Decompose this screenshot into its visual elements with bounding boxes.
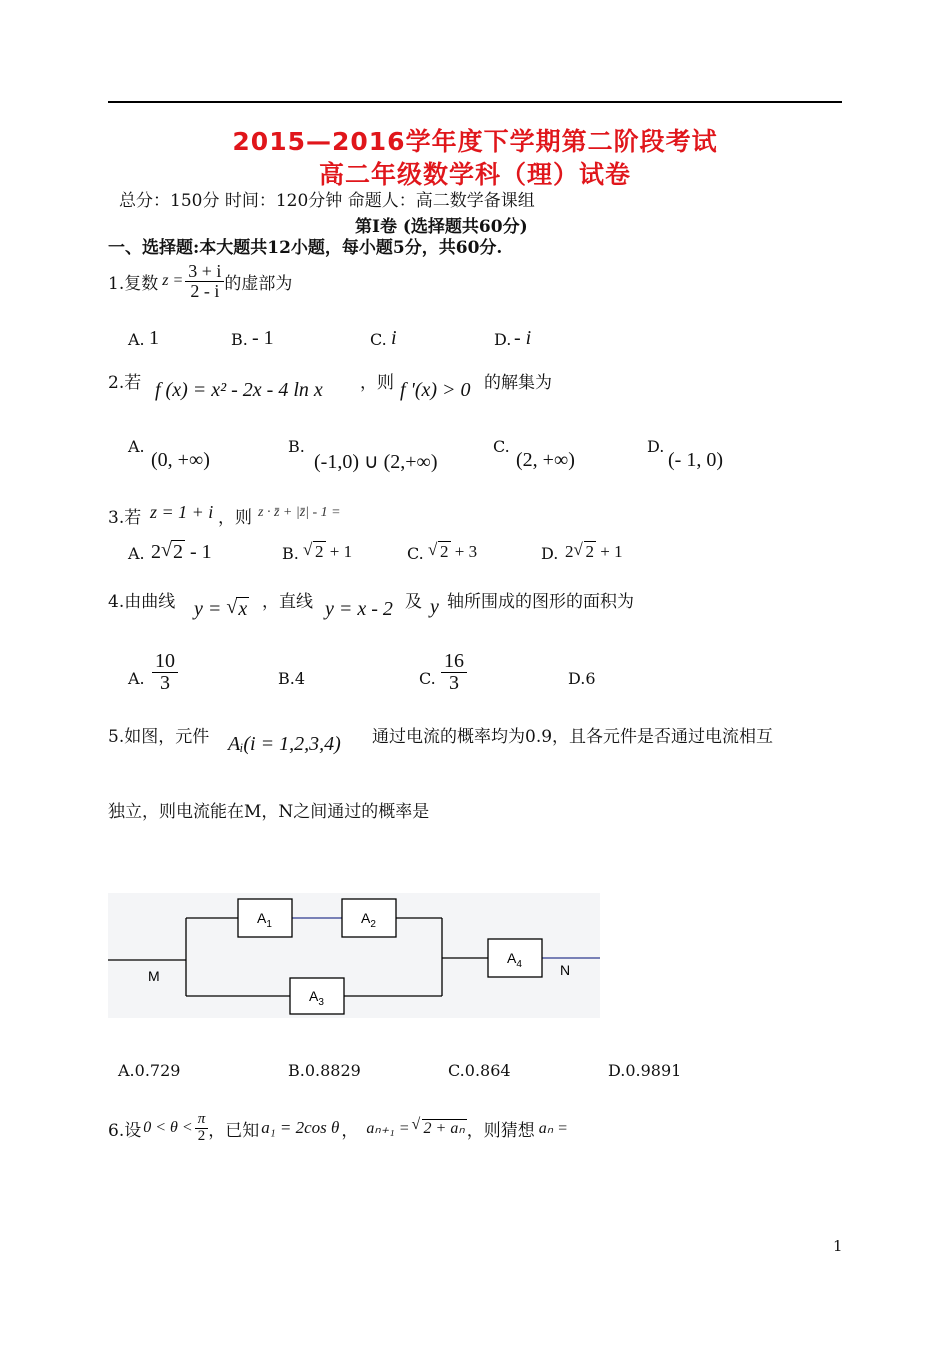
label-a1-letter: A bbox=[257, 910, 267, 926]
q3-a-coef: 2 bbox=[151, 541, 161, 563]
q1-fraction bbox=[185, 262, 224, 301]
q1-suffix: 的虚部为 bbox=[224, 273, 293, 294]
q3-d-coef: 2 bbox=[565, 542, 574, 561]
q2-option-d-value: (- 1, 0) bbox=[668, 449, 723, 471]
q3-c-tail: + 3 bbox=[454, 542, 478, 561]
q2-function: f (x) = x² - 2x - 4 ln x bbox=[155, 379, 323, 401]
q3-d-radicand: 2 bbox=[585, 542, 594, 561]
q5-option-b[interactable]: B.0.8829 bbox=[288, 1061, 361, 1080]
q6-prefix: 6.设 bbox=[108, 1120, 142, 1141]
q6-range: 0 < θ < bbox=[143, 1119, 193, 1137]
q4-curve bbox=[194, 598, 249, 621]
q5-element: Aᵢ(i = 1,2,3,4) bbox=[228, 733, 341, 755]
q3-option-d-value bbox=[565, 542, 623, 562]
q6-ask: aₙ = bbox=[538, 1120, 568, 1138]
q5-option-c[interactable]: C.0.864 bbox=[448, 1061, 511, 1080]
q4-suffix: 轴所围成的图形的面积为 bbox=[447, 592, 634, 612]
label-a4-subscript: 4 bbox=[516, 959, 522, 970]
q4-option-b[interactable]: B.4 bbox=[278, 669, 306, 688]
q1-option-a-value: 1 bbox=[149, 327, 159, 349]
q4-option-d[interactable]: D.6 bbox=[568, 669, 596, 688]
q5-option-a[interactable]: A.0.729 bbox=[118, 1061, 181, 1080]
q1-numerator: 3 + i bbox=[185, 262, 224, 282]
q4-axis: y bbox=[430, 596, 439, 618]
q4-a-num: 10 bbox=[152, 651, 178, 673]
node-n-label: N bbox=[560, 962, 571, 978]
q2-prefix: 2.若 bbox=[108, 373, 142, 393]
q4-curve-radicand: x bbox=[238, 598, 248, 620]
q3-ask: z · z̄ + |z̄| - 1 = bbox=[258, 505, 341, 520]
q1-option-b-value: - 1 bbox=[252, 327, 274, 349]
q3-option-d[interactable]: D. bbox=[541, 544, 559, 563]
q3-option-a[interactable]: A. bbox=[128, 544, 145, 563]
q4-c-num: 16 bbox=[441, 651, 467, 673]
volume-heading: 第Ⅰ卷 (选择题共60分) bbox=[355, 217, 528, 237]
q3-c-radicand: 2 bbox=[440, 542, 449, 561]
page-number: 1 bbox=[833, 1237, 843, 1255]
q6-a1: a₁ = 2cos θ bbox=[261, 1118, 340, 1138]
q2-option-c-value: (2, +∞) bbox=[516, 449, 575, 471]
q6-two: 2 bbox=[197, 1127, 206, 1144]
question-6 bbox=[108, 1112, 568, 1145]
q6-mid1: ，已知 bbox=[208, 1120, 260, 1141]
q5-prefix: 5.如图，元件 bbox=[108, 727, 210, 747]
q6-recurrence-lhs: aₙ₊₁ = bbox=[366, 1120, 410, 1138]
label-a3-letter: A bbox=[309, 988, 319, 1004]
node-m-label: M bbox=[148, 968, 160, 984]
q2-suffix: 的解集为 bbox=[484, 373, 552, 393]
q3-prefix: 3.若 bbox=[108, 508, 142, 528]
q4-option-c[interactable]: C. bbox=[419, 669, 436, 688]
q3-d-tail: + 1 bbox=[600, 542, 623, 561]
q3-option-a-value bbox=[151, 541, 212, 564]
q4-c-den: 3 bbox=[449, 672, 459, 694]
q2-option-b-value: (-1,0) ∪ (2,+∞) bbox=[314, 451, 438, 473]
q4-mid2: 及 bbox=[405, 592, 422, 612]
header-rule bbox=[108, 101, 842, 103]
q2-option-a[interactable]: A. bbox=[128, 437, 145, 456]
question-1 bbox=[108, 262, 292, 301]
q5-suffix: 通过电流的概率均为0.9，且各元件是否通过电流相互 bbox=[372, 727, 774, 747]
q3-option-b[interactable]: B. bbox=[282, 544, 299, 563]
q1-option-d[interactable]: D. bbox=[494, 330, 512, 349]
q6-recurrence-radicand: 2 + aₙ bbox=[423, 1120, 465, 1138]
q6-recurrence-root bbox=[412, 1118, 467, 1138]
label-a3-subscript: 3 bbox=[318, 997, 324, 1008]
q6-mid3: ，则猜想 bbox=[466, 1120, 535, 1141]
exam-title: 2015—2016学年度下学期第二阶段考试 bbox=[232, 127, 718, 156]
q1-option-b[interactable]: B. bbox=[231, 330, 248, 349]
q2-option-b[interactable]: B. bbox=[288, 437, 305, 456]
q6-mid2: ， bbox=[341, 1120, 359, 1141]
q1-denominator: 2 - i bbox=[190, 280, 220, 301]
q6-pi: π bbox=[195, 1112, 209, 1129]
section-heading: 一、选择题:本大题共12小题，每小题5分，共60分. bbox=[108, 238, 503, 258]
q3-z: z = 1 + i bbox=[150, 502, 214, 522]
label-a2-subscript: 2 bbox=[370, 919, 376, 930]
q1-option-c[interactable]: C. bbox=[370, 330, 387, 349]
q3-a-radicand: 2 bbox=[173, 541, 183, 563]
q3-a-tail: - 1 bbox=[190, 541, 212, 563]
q3-b-tail: + 1 bbox=[329, 542, 353, 561]
q1-z: z = bbox=[162, 272, 184, 290]
q2-option-a-value: (0, +∞) bbox=[151, 449, 210, 471]
q4-line: y = x - 2 bbox=[325, 598, 393, 620]
q4-prefix: 4.由曲线 bbox=[108, 592, 176, 612]
q4-option-a-value bbox=[152, 651, 178, 694]
q1-option-a[interactable]: A. bbox=[128, 330, 145, 349]
circuit-diagram bbox=[108, 893, 600, 1018]
q2-mid: ，则 bbox=[360, 373, 394, 393]
q1-option-c-value: i bbox=[391, 327, 397, 349]
q3-option-c-value bbox=[428, 542, 477, 562]
label-a1-subscript: 1 bbox=[266, 919, 272, 930]
q1-prefix: 1.复数 bbox=[108, 273, 159, 294]
q4-option-a[interactable]: A. bbox=[128, 669, 145, 688]
q2-condition: f '(x) > 0 bbox=[400, 379, 471, 401]
q2-option-d[interactable]: D. bbox=[647, 437, 665, 456]
q6-pi-over-2 bbox=[195, 1112, 209, 1145]
q5-line2: 独立，则电流能在M，N之间通过的概率是 bbox=[108, 802, 430, 822]
label-a2-letter: A bbox=[361, 910, 371, 926]
q4-curve-lhs: y = bbox=[194, 598, 222, 620]
q2-option-c[interactable]: C. bbox=[493, 437, 510, 456]
label-a4-letter: A bbox=[507, 950, 517, 966]
q3-mid: ，则 bbox=[218, 508, 252, 528]
q3-b-radicand: 2 bbox=[315, 542, 324, 561]
q4-mid1: ，直线 bbox=[262, 592, 313, 612]
q5-option-d[interactable]: D.0.9891 bbox=[608, 1061, 682, 1080]
exam-subtitle: 高二年级数学科（理）试卷 bbox=[318, 160, 631, 189]
q1-option-d-value: - i bbox=[514, 327, 532, 349]
q4-option-c-value bbox=[441, 651, 467, 694]
q3-option-b-value bbox=[303, 542, 352, 562]
q4-a-den: 3 bbox=[160, 672, 170, 694]
exam-info: 总分：150分 时间：120分钟 命题人：高二数学备课组 bbox=[119, 191, 535, 211]
q3-option-c[interactable]: C. bbox=[407, 544, 424, 563]
